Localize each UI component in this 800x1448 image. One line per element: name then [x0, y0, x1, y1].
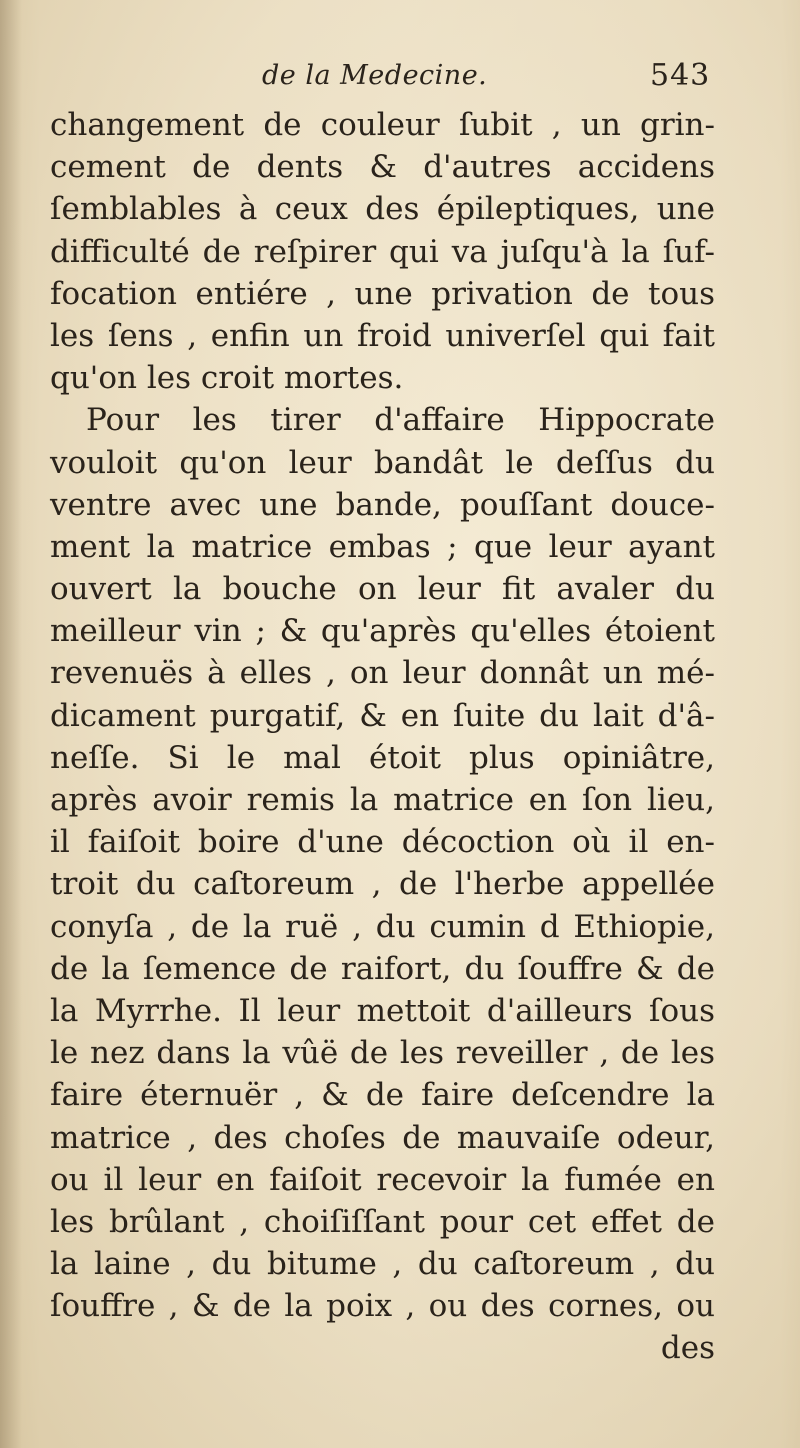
paragraph-start-line: Pour les tirer d'affaire Hippocrate [86, 402, 715, 439]
text-line: la Myrrhe. Il leur mettoit d'ailleurs ſous [50, 992, 715, 1029]
text-line: de la ſemence de raifort, du ſouffre & de [50, 950, 715, 987]
text-line: changement de couleur ſubit , un grin- [50, 107, 715, 143]
text-line: ment la matrice embas ; que leur ayant [50, 528, 715, 565]
catchword: des [660, 1330, 715, 1367]
text-line: vouloit qu'on leur bandât le deſſus du [50, 444, 715, 481]
text-line: focation entiére , une privation de tous [50, 275, 715, 312]
running-head [0, 58, 800, 98]
text-line: après avoir remis la matrice en ſon lieu, [50, 782, 715, 818]
text-line: revenuës à elles , on leur donnât un mé- [50, 655, 715, 692]
text-line: qu'on les croit mortes. [50, 360, 404, 397]
text-line: dicament purgatif, & en ſuite du lait d'â- [50, 697, 715, 734]
text-line: ſemblables à ceux des épileptiques, une [50, 191, 715, 228]
text-line: ventre avec une bande, pouſſant douce- [50, 486, 715, 523]
text-line: il faiſoit boire d'une décoction où il en- [50, 824, 715, 861]
page-number: 543 [650, 58, 711, 93]
text-line: la laine , du bitume , du caſtoreum , du [50, 1246, 715, 1283]
body-text [50, 104, 715, 1370]
text-line: meilleur vin ; & qu'après qu'elles étoient [50, 613, 715, 650]
text-line: ouvert la bouche on leur fit avaler du [50, 571, 715, 608]
gutter-shadow [0, 0, 22, 1448]
running-title: de la Medecine. [262, 60, 488, 91]
text-line: ou il leur en faiſoit recevoir la fumée en [50, 1161, 715, 1198]
text-line: neſſe. Si le mal étoit plus opiniâtre, [50, 739, 715, 776]
text-line: cement de dents & d'autres accidens [50, 149, 715, 186]
text-line: difficulté de reſpirer qui va juſqu'à la ſuf- [50, 233, 715, 270]
text-line: ſouffre , & de la poix , ou des cornes, ou [50, 1288, 715, 1325]
text-line: matrice , des choſes de mauvaiſe odeur, [50, 1119, 715, 1156]
text-line: faire éternuër , & de faire deſcendre la [50, 1077, 715, 1114]
text-line: troit du caſtoreum , de l'herbe appellée [50, 866, 715, 903]
text-line: les brûlant , choiſiſſant pour cet effet de [50, 1203, 715, 1240]
text-line: le nez dans la vûë de les reveiller , de les [50, 1035, 715, 1072]
text-line: les ſens , enfin un froid univerſel qui fait [50, 317, 715, 354]
text-line: conyſa , de la ruë , du cumin d Ethiopie, [50, 908, 715, 945]
